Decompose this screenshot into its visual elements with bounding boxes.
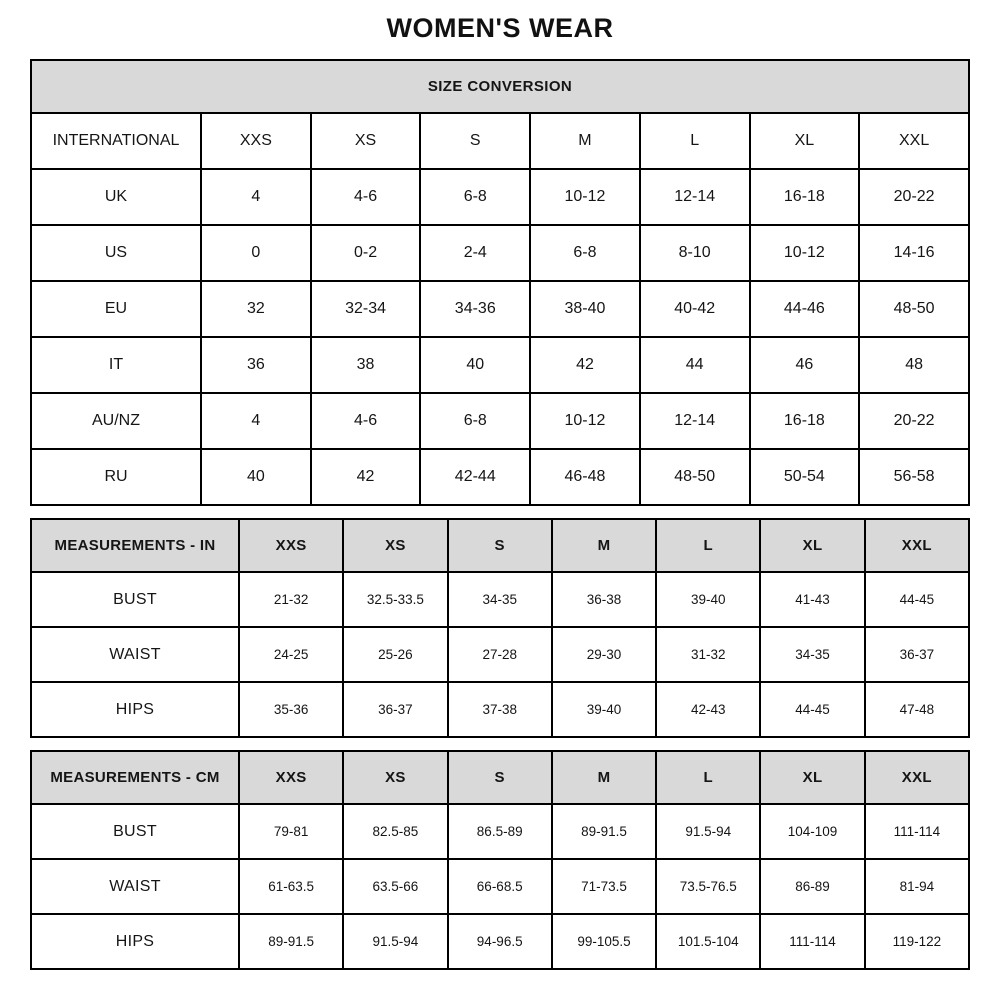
measurement-cell: 24-25 [239, 627, 343, 682]
measurement-cell: 94-96.5 [448, 914, 552, 969]
size-cell: 38-40 [530, 281, 640, 337]
size-cell: 10-12 [530, 393, 640, 449]
size-cell: 10-12 [530, 169, 640, 225]
table-row-uk [31, 169, 969, 225]
size-cell: 20-22 [859, 169, 969, 225]
measurement-cell: 36-37 [343, 682, 447, 737]
column-header-xs: XS [343, 519, 447, 572]
uk-row-label: UK [31, 169, 201, 225]
size-cell: 48 [859, 337, 969, 393]
size-cell: 40-42 [640, 281, 750, 337]
size-cell: 12-14 [640, 169, 750, 225]
column-header-xxl: XXL [865, 519, 969, 572]
size-cell: 20-22 [859, 393, 969, 449]
measurement-cell: 39-40 [552, 682, 656, 737]
hips-row-label: HIPS [31, 682, 239, 737]
measurement-cell: 61-63.5 [239, 859, 343, 914]
size-cell: 40 [201, 449, 311, 505]
column-header-s: S [448, 519, 552, 572]
waist-row-label: WAIST [31, 859, 239, 914]
size-cell: 56-58 [859, 449, 969, 505]
measurement-cell: 101.5-104 [656, 914, 760, 969]
column-header-xs: XS [343, 751, 447, 804]
measurement-cell: 44-45 [760, 682, 864, 737]
measurement-cell: 21-32 [239, 572, 343, 627]
column-header-xs: XS [311, 113, 421, 169]
size-cell: 12-14 [640, 393, 750, 449]
size-cell: 6-8 [420, 393, 530, 449]
size-conversion-header-row [31, 113, 969, 169]
column-header-xxs: XXS [201, 113, 311, 169]
column-header-xl: XL [760, 519, 864, 572]
measurement-cell: 119-122 [865, 914, 969, 969]
measurement-cell: 111-114 [865, 804, 969, 859]
measurements-in-title: MEASUREMENTS - IN [31, 519, 239, 572]
column-header-xl: XL [750, 113, 860, 169]
measurements-cm-header-row [31, 751, 969, 804]
table-row-eu [31, 281, 969, 337]
size-cell: 32-34 [311, 281, 421, 337]
measurement-cell: 81-94 [865, 859, 969, 914]
bust-row-label: BUST [31, 572, 239, 627]
measurements-cm-table [30, 750, 970, 970]
size-cell: 38 [311, 337, 421, 393]
it-row-label: IT [31, 337, 201, 393]
measurement-cell: 99-105.5 [552, 914, 656, 969]
column-header-s: S [420, 113, 530, 169]
column-header-xxs: XXS [239, 751, 343, 804]
table-row-waist-in [31, 627, 969, 682]
measurement-cell: 79-81 [239, 804, 343, 859]
table-row-us [31, 225, 969, 281]
table-row-it [31, 337, 969, 393]
column-header-xxl: XXL [859, 113, 969, 169]
measurement-cell: 73.5-76.5 [656, 859, 760, 914]
measurements-cm-title: MEASUREMENTS - CM [31, 751, 239, 804]
us-row-label: US [31, 225, 201, 281]
measurement-cell: 36-37 [865, 627, 969, 682]
size-cell: 50-54 [750, 449, 860, 505]
table-row-bust-in [31, 572, 969, 627]
size-conversion-title: SIZE CONVERSION [31, 60, 969, 113]
size-cell: 40 [420, 337, 530, 393]
size-cell: 4-6 [311, 169, 421, 225]
hips-row-label: HIPS [31, 914, 239, 969]
column-header-l: L [656, 519, 760, 572]
eu-row-label: EU [31, 281, 201, 337]
size-cell: 46-48 [530, 449, 640, 505]
size-cell: 46 [750, 337, 860, 393]
size-conversion-banner-row [31, 60, 969, 113]
page-title: WOMEN'S WEAR [386, 13, 614, 43]
size-cell: 8-10 [640, 225, 750, 281]
size-cell: 42-44 [420, 449, 530, 505]
column-header-xxs: XXS [239, 519, 343, 572]
measurement-cell: 82.5-85 [343, 804, 447, 859]
size-cell: 6-8 [530, 225, 640, 281]
measurement-cell: 32.5-33.5 [343, 572, 447, 627]
table-row-hips-in [31, 682, 969, 737]
measurement-cell: 89-91.5 [239, 914, 343, 969]
column-header-m: M [552, 751, 656, 804]
table-row-ru [31, 449, 969, 505]
measurement-cell: 35-36 [239, 682, 343, 737]
column-header-m: M [530, 113, 640, 169]
size-cell: 0-2 [311, 225, 421, 281]
ru-row-label: RU [31, 449, 201, 505]
size-cell: 44 [640, 337, 750, 393]
measurement-cell: 71-73.5 [552, 859, 656, 914]
size-guide-page [30, 0, 970, 970]
table-row-hips-cm [31, 914, 969, 969]
size-conversion-table [30, 59, 970, 506]
size-cell: 4 [201, 169, 311, 225]
size-cell: 14-16 [859, 225, 969, 281]
measurements-in-table [30, 518, 970, 738]
size-cell: 42 [311, 449, 421, 505]
column-header-xxl: XXL [865, 751, 969, 804]
measurement-cell: 37-38 [448, 682, 552, 737]
measurement-cell: 47-48 [865, 682, 969, 737]
size-cell: 16-18 [750, 393, 860, 449]
measurement-cell: 39-40 [656, 572, 760, 627]
size-cell: 48-50 [859, 281, 969, 337]
size-cell: 10-12 [750, 225, 860, 281]
measurement-cell: 34-35 [448, 572, 552, 627]
size-cell: 0 [201, 225, 311, 281]
measurement-cell: 111-114 [760, 914, 864, 969]
measurement-cell: 89-91.5 [552, 804, 656, 859]
bust-row-label: BUST [31, 804, 239, 859]
column-header-s: S [448, 751, 552, 804]
measurement-cell: 66-68.5 [448, 859, 552, 914]
measurement-cell: 31-32 [656, 627, 760, 682]
measurement-cell: 44-45 [865, 572, 969, 627]
size-cell: 44-46 [750, 281, 860, 337]
size-cell: 36 [201, 337, 311, 393]
measurement-cell: 91.5-94 [656, 804, 760, 859]
measurement-cell: 36-38 [552, 572, 656, 627]
size-cell: 34-36 [420, 281, 530, 337]
measurement-cell: 63.5-66 [343, 859, 447, 914]
waist-row-label: WAIST [31, 627, 239, 682]
column-header-international: INTERNATIONAL [31, 113, 201, 169]
aunz-row-label: AU/NZ [31, 393, 201, 449]
measurement-cell: 104-109 [760, 804, 864, 859]
table-row-aunz [31, 393, 969, 449]
measurement-cell: 86-89 [760, 859, 864, 914]
table-row-bust-cm [31, 804, 969, 859]
size-cell: 32 [201, 281, 311, 337]
measurement-cell: 91.5-94 [343, 914, 447, 969]
measurement-cell: 42-43 [656, 682, 760, 737]
column-header-xl: XL [760, 751, 864, 804]
measurement-cell: 29-30 [552, 627, 656, 682]
column-header-l: L [656, 751, 760, 804]
measurements-in-header-row [31, 519, 969, 572]
size-cell: 16-18 [750, 169, 860, 225]
measurement-cell: 41-43 [760, 572, 864, 627]
size-cell: 6-8 [420, 169, 530, 225]
size-cell: 42 [530, 337, 640, 393]
measurement-cell: 27-28 [448, 627, 552, 682]
size-cell: 4 [201, 393, 311, 449]
table-row-waist-cm [31, 859, 969, 914]
measurement-cell: 34-35 [760, 627, 864, 682]
measurement-cell: 25-26 [343, 627, 447, 682]
size-cell: 4-6 [311, 393, 421, 449]
measurement-cell: 86.5-89 [448, 804, 552, 859]
size-cell: 2-4 [420, 225, 530, 281]
column-header-l: L [640, 113, 750, 169]
size-cell: 48-50 [640, 449, 750, 505]
column-header-m: M [552, 519, 656, 572]
